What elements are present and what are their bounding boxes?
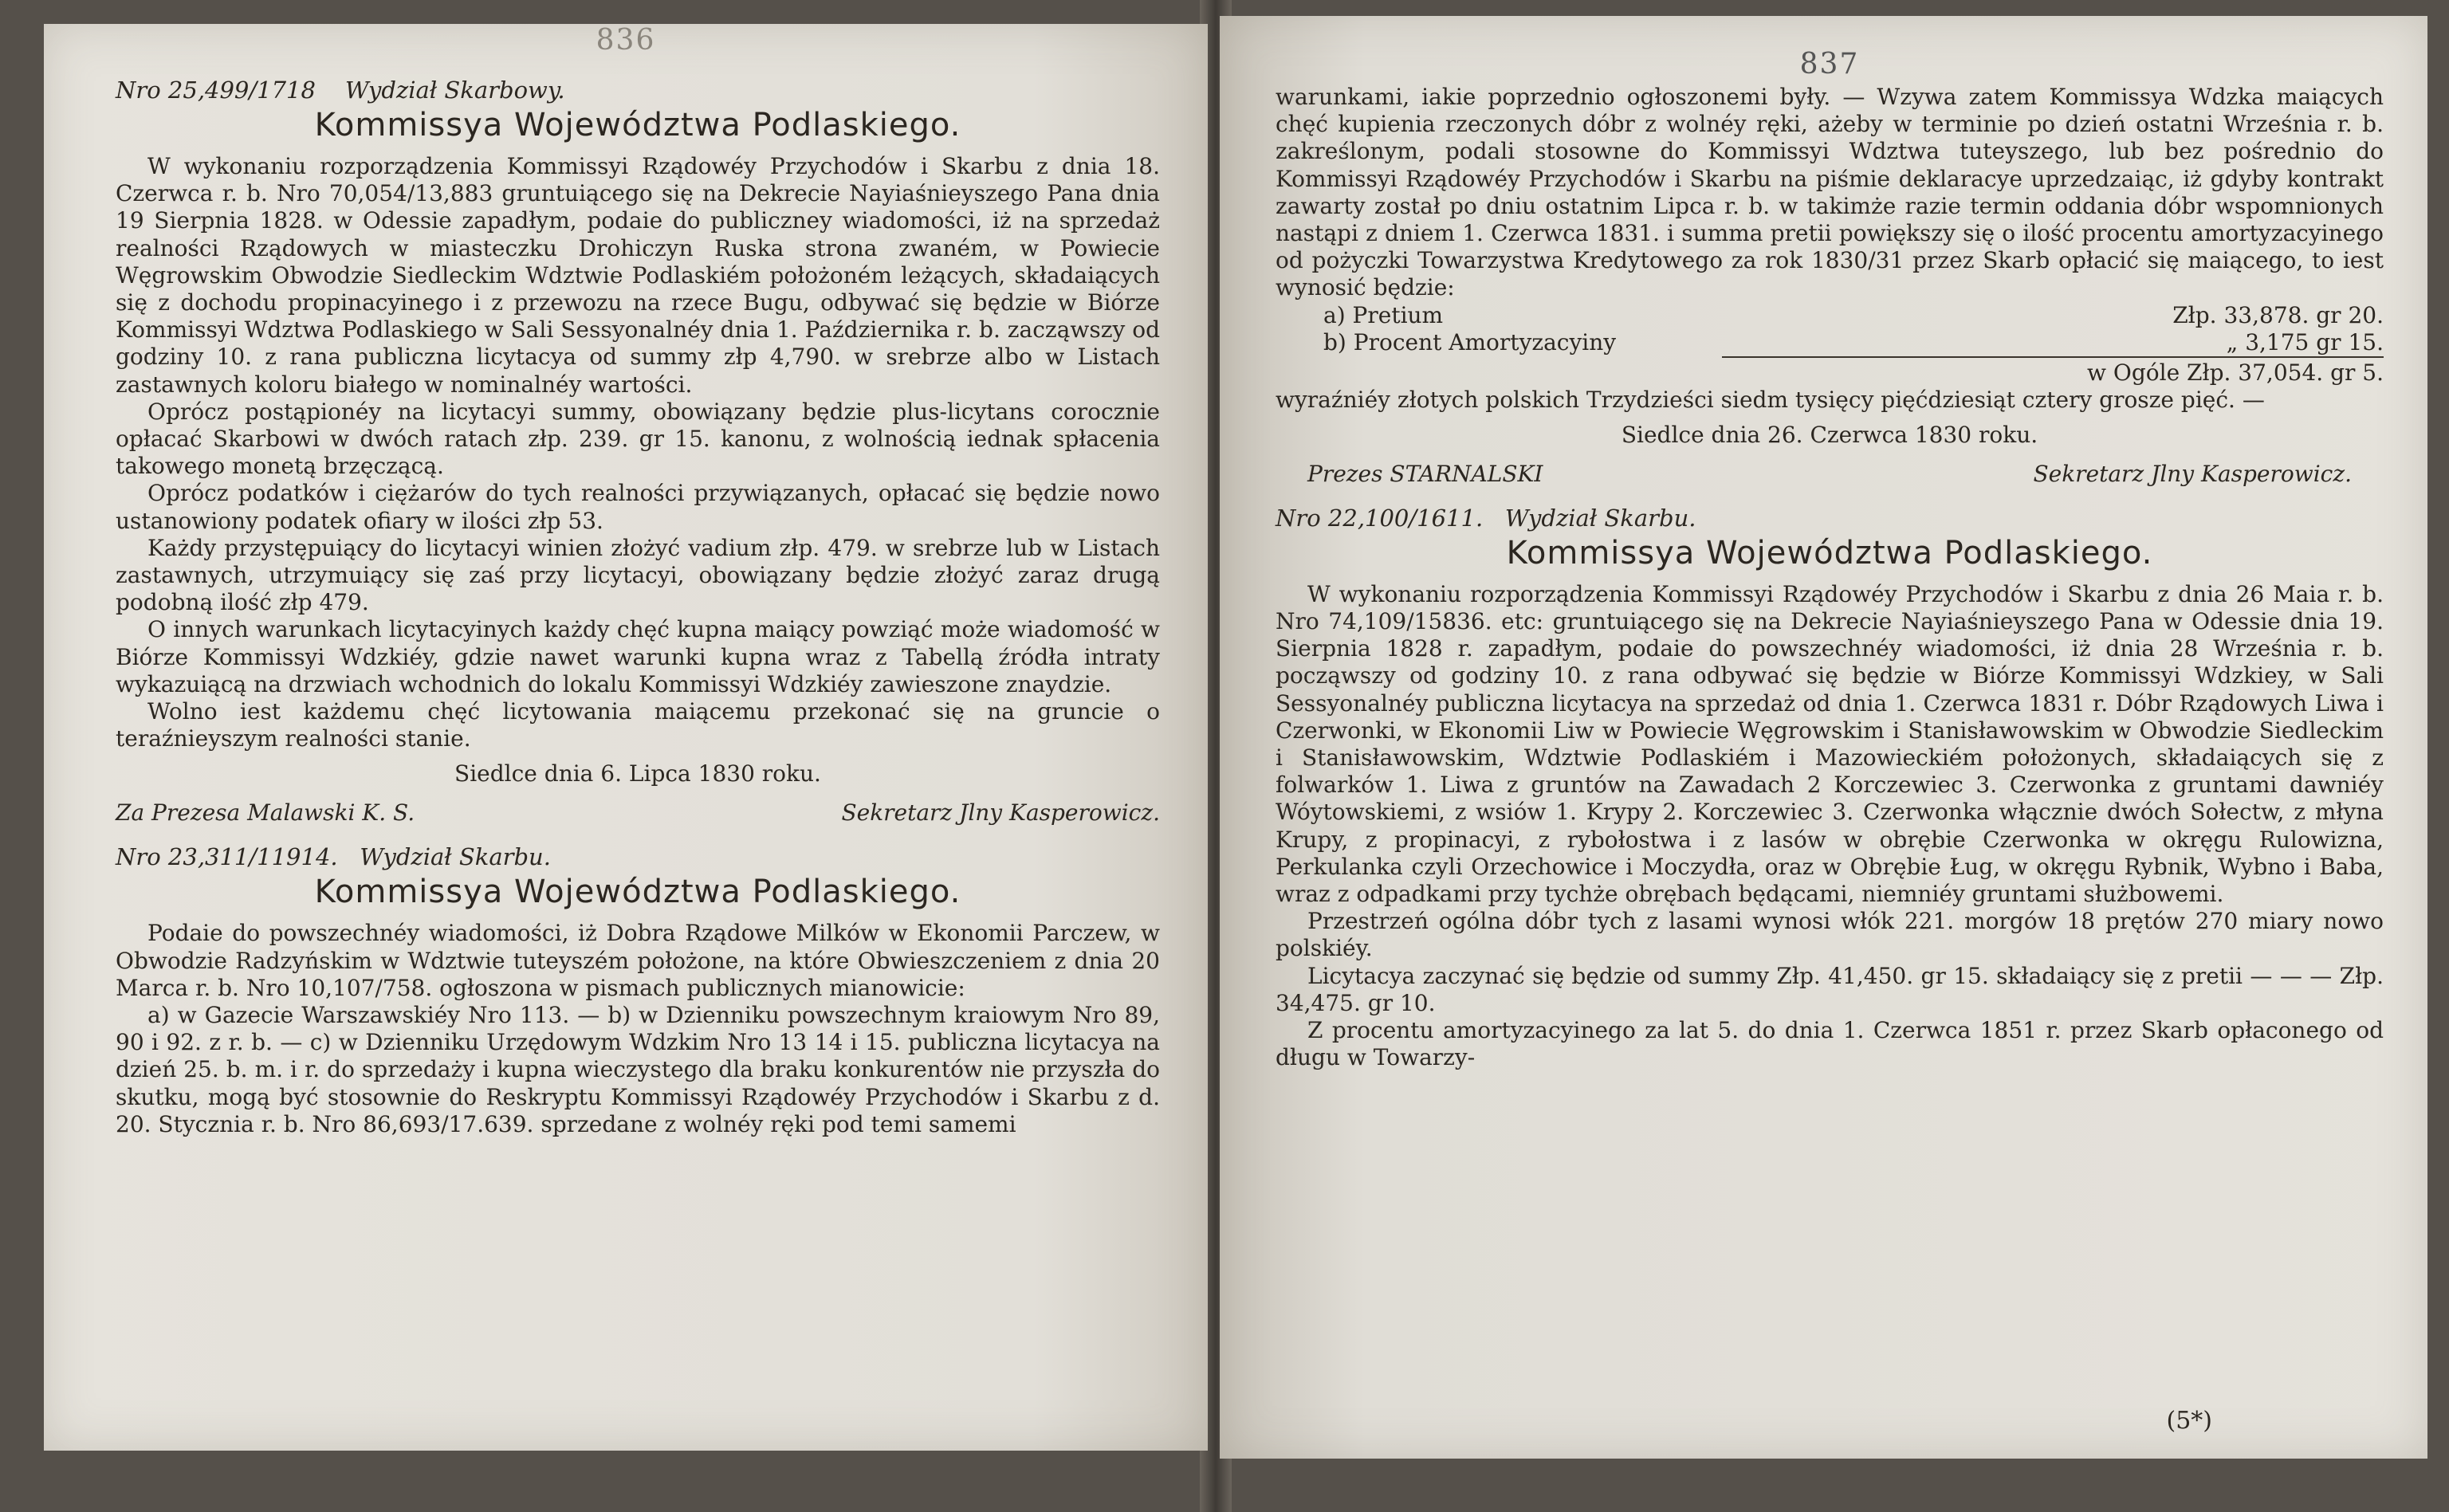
notice3-para-4: Z procentu amortyzacyinego za lat 5. do dnia 1. Czerwca 1851 r. przez Skarb opłaconego od długu w Towarzy- (1276, 1017, 2384, 1071)
notice1-signatures (116, 799, 1160, 826)
notice2-para-1: Podaie do powszechnéy wiadomości, iż Dobra Rządowe Milków w Ekonomii Parczew, w Obwodzie Radzyńskim w Wdztwie tuteyszém położone, na które Obwieszczeniem z dnia 20 Marca r. b. Nro 10,107/758. ogłoszona w pismach publicznych mianowicie: (116, 920, 1160, 1001)
right-page-content (1276, 48, 2384, 1071)
notice2-sig-left: Prezes STARNALSKI (1307, 460, 1543, 487)
left-page-content (116, 72, 1160, 1138)
notice1-para-3: Oprócz podatków i ciężarów do tych realności przywiązanych, opłacać się będzie nowo ustanowiony podatek ofiary w ilości złp 53. (116, 480, 1160, 534)
notice2-para-2: a) w Gazecie Warszawskiéy Nro 113. — b) w Dzienniku powszechnym kraiowym Nro 89, 90 i 92. z r. b. — c) w Dzienniku Urzędowym Wdzkim Nro 13 14 i 15. publiczna licytacya na dzień 25. b. m. i r. do sprzedaży i kupna wieczystego dla braku konkurentów nie przyszła do skutku, mogą być stosownie do Reskryptu Kommissyi Rządowéy Przychodów i Skarbu z d. 20. Stycznia r. b. Nro 86,693/17.639. sprzedane z wolnéy ręki pod temi samemi (116, 1002, 1160, 1137)
notice1-para-2: Oprócz postąpionéy na licytacyi summy, obowiązany będzie plus-licytans corocznie opłacać Skarbowi w dwóch ratach złp. 239. gr 15. kanonu, z wolnością iednak spłacenia takowego monetą brzęczącą. (116, 398, 1160, 480)
notice3-number: Nro 22,100/1611. (1276, 504, 1484, 532)
notice1-heading: Kommissya Województwa Podlaskiego. (314, 107, 961, 143)
notice3-ref (1276, 505, 2384, 532)
notice1-para-5: O innych warunkach licytacyinych każdy chęć kupna maiący powziąć może wiadomość w Biórze Kommissyi Wdzkiéy, gdzie nawet warunki kupna wraz z Tabellą źródła intraty wykazuiącą na drzwiach wchodnich do lokalu Kommissyi Wdzkiéy zawieszone znaydzie. (116, 616, 1160, 697)
signature-mark: (5*) (2166, 1407, 2212, 1435)
notice2-signatures (1276, 461, 2384, 487)
notice3-para-2: Przestrzeń ogólna dóbr tych z lasami wynosi włók 221. morgów 18 prętów 270 miary nowo polskiéy. (1276, 908, 2384, 962)
notice1-department: Wydział Skarbowy. (344, 77, 565, 104)
notice1-ref (116, 77, 1160, 104)
notice1-sig-left: Za Prezesa Malawski K. S. (116, 799, 415, 827)
notice2-heading: Kommissya Województwa Podlaskiego. (314, 874, 961, 911)
notice1-para-1: W wykonaniu rozporządzenia Kommissyi Rządowéy Przychodów i Skarbu z dnia 18. Czerwca r. b. Nro 70,054/13,883 gruntuiącego się na Dekrecie Nayiaśnieyszego Pana dnia 19 Sierpnia 1828. w Odessie zapadłym, podaie do publiczney wiadomości, iż na sprzedaż realności Rządowych w miasteczku Drohiczyn Ruska strona zwaném, w Powiecie Węgrowskim Obwodzie Siedleckim Wdztwie Podlaskiém położoném leżących, składaiących się z dochodu propinacyinego i z przewozu na rzece Bugu, odbywać się będzie w Biórze Kommissyi Wdztwa Podlaskiego w Sali Sessyonalnéy dnia 1. Października r. b. zacząwszy od godziny 10. z rana publiczna licytacya od summy złp 4,790. w srebrze albo w Listach zastawnych koloru białego w nominalnéy wartości. (116, 153, 1160, 398)
item-label: a) Pretium (1323, 301, 1444, 328)
page-number-left: 836 (596, 24, 656, 57)
notice2-ref (116, 843, 1160, 870)
notice1-sig-right: Sekretarz Jlny Kasperowicz. (841, 799, 1160, 827)
notice2-sig-right: Sekretarz Jlny Kasperowicz. (2033, 460, 2352, 487)
notice3-heading: Kommissya Województwa Podlaskiego. (1506, 534, 2153, 571)
total-words: wyraźniéy złotych polskich Trzydzieści siedm tysięcy pięćdziesiąt cztery grosze pięć. — (1276, 386, 2265, 413)
notice3-department: Wydział Skarbu. (1504, 504, 1696, 532)
notice1-para-4: Każdy przystępuiący do licytacyi winien złożyć vadium złp. 479. w srebrze lub w Listach zastawnych, utrzymuiący się zaś przy licytacyi, obowiązany będzie złożyć zaraz drugą podobną ilość złp 479. (116, 534, 1160, 616)
notice2-department: Wydział Skarbu. (360, 843, 551, 871)
item-row-procent (1276, 329, 2384, 356)
left-page (44, 24, 1208, 1451)
continuation-text: warunkami, iakie poprzednio ogłoszonemi były. — Wzywa zatem Kommissya Wdzka maiących chęć kupienia rzeczonych dóbr z wolnéy ręki, ażeby w terminie po dzień ostatni Września r. b. zakreślonym, podali stosowne do Kommissyi Wdztwa tuteyszego, lub bez pośrednio do Kommissyi Rządowéy Przychodów i Skarbu na piśmie deklaracye uprzedzaiąc, iż gdyby kontrakt zawarty został po dniu ostatnim Lipca r. b. w takimże razie termin oddania dóbr wspomnionych nastąpi z dniem 1. Czerwca 1831. i summa pretii powiększy się o ilość procentu amortyzacyinego od pożyczki Towarzystwa Kredytowego za rok 1830/31 przez Skarb opłacić się maiącego, to iest wynosić będzie: (1276, 84, 2384, 301)
notice1-number: Nro 25,499/1718 (116, 77, 316, 104)
notice2-number: Nro 23,311/11914. (116, 843, 338, 871)
item-label: b) Procent Amortyzacyiny (1323, 328, 1617, 355)
notice3-para-1: W wykonaniu rozporządzenia Kommissyi Rządowéy Przychodów i Skarbu z dnia 26 Maia r. b. Nro 74,109/15836. etc: gruntuiącego się na Dekrecie Nayiaśnieyszego Pana w Odessie dnia 19. Sierpnia 1828 r. zapadłym, podaie do powszechnéy wiadomości, iż dnia 28 Września r. b. począwszy od godziny 10. z rana odbywać się będzie w Biórze Kommissyi Wdzkiey, w Sali Sessyonalnéy publiczna licytacya na sprzedaż od dnia 1. Czerwca 1831 r. Dóbr Rządowych Liwa i Czerwonki, w Ekonomii Liw w Powiecie Węgrowskim i Stanisławowskim w Obwodzie Siedleckim i Stanisławowskim, Wdztwie Podlaskiém i Mazowieckiém położonych, składaiących się z folwarków 1. Liwa z gruntów na Zawadach 2 Korczewiec 3. Czerwonka z gruntami dawniéy Wóytowskiemi, z wsiów 1. Krypy 2. Korczewiec 3. Czerwonka włącznie dwóch Sołectw, z młyna Krupy, z propinacyi, z rybołostwa i z lasów w obrębie Czerwonka w okręgu Rulowizna, Perkulanka czyli Orzechowice i Moczydła, oraz w Obrębie Ług, w okręgu Rybnik, Wybno i Baba, wraz z odpadkami przy tychże obrębach będącami, niemniéy gruntami służbowemi. (1276, 580, 2384, 908)
item-value: Złp. 33,878. gr 20. (2172, 301, 2384, 328)
right-page (1220, 16, 2427, 1459)
page-number-right: 837 (1799, 48, 1860, 81)
item-row-pretium (1276, 302, 2384, 329)
notice3-para-3: Licytacya zaczynać się będzie od summy Złp. 41,450. gr 15. składaiący się z pretii — — — Złp. 34,475. gr 10. (1276, 962, 2384, 1016)
total-row: w Ogóle Złp. 37,054. gr 5. (1722, 356, 2384, 387)
notice1-date: Siedlce dnia 6. Lipca 1830 roku. (454, 760, 821, 787)
item-value: „ 3,175 gr 15. (2226, 328, 2384, 355)
notice2-date: Siedlce dnia 26. Czerwca 1830 roku. (1621, 421, 2038, 448)
notice1-para-6: Wolno iest każdemu chęć licytowania maiącemu przekonać się na gruncie o teraźnieyszym realności stanie. (116, 698, 1160, 752)
